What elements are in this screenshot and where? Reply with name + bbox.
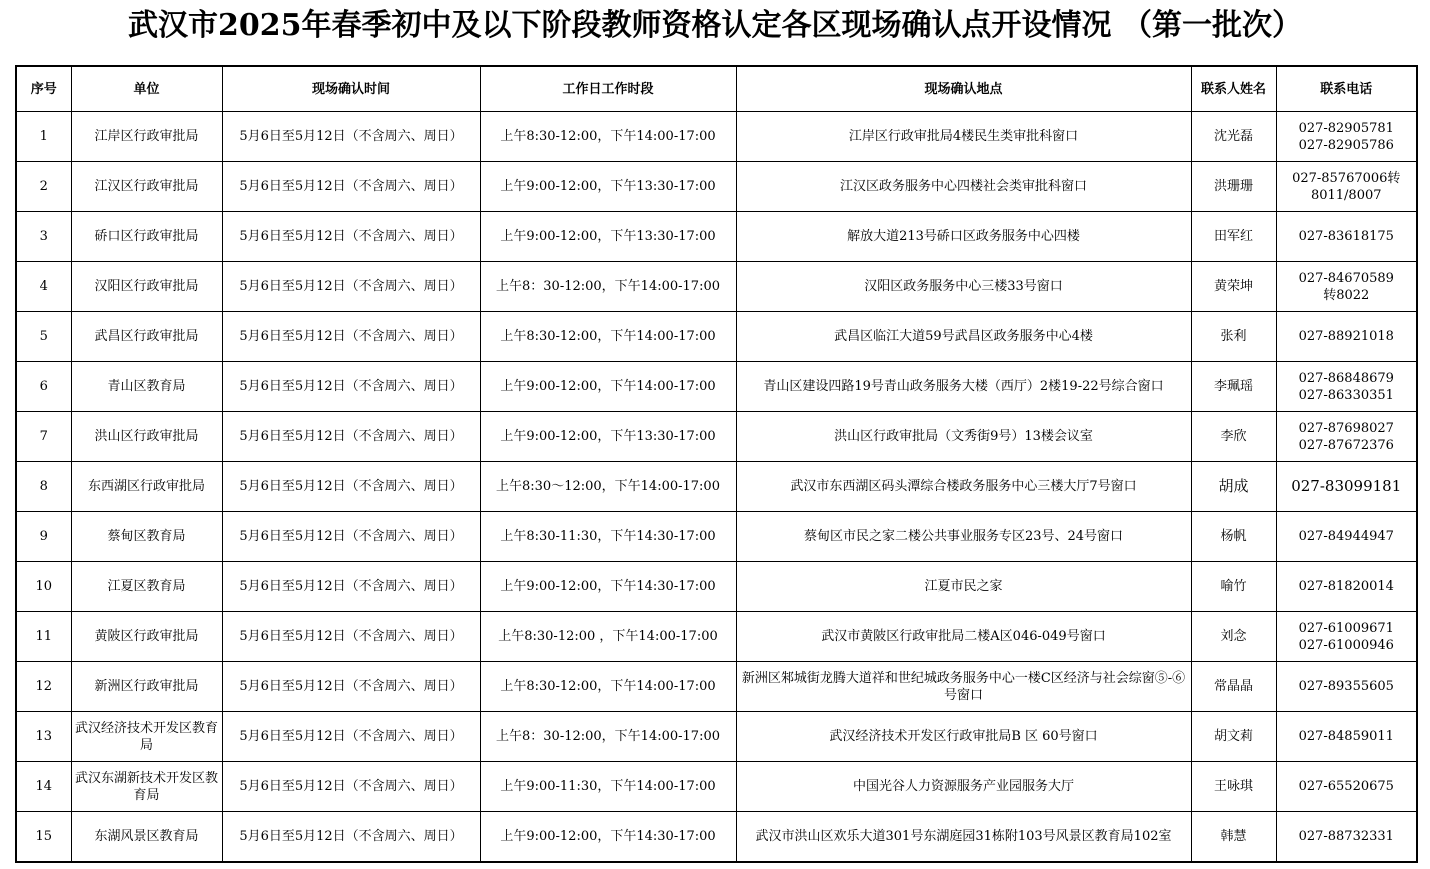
cell-unit: 东西湖区行政审批局	[71, 462, 222, 512]
cell-unit: 武汉经济技术开发区教育局	[71, 712, 222, 762]
cell-unit: 江岸区行政审批局	[71, 112, 222, 162]
cell-unit: 青山区教育局	[71, 362, 222, 412]
cell-unit: 武汉东湖新技术开发区教育局	[71, 762, 222, 812]
cell-no: 7	[16, 412, 71, 462]
cell-unit: 武昌区行政审批局	[71, 312, 222, 362]
table-row	[16, 662, 1417, 712]
table-row	[16, 262, 1417, 312]
table-row	[16, 162, 1417, 212]
cell-hours: 上午9:00-12:00，下午14:30-17:00	[480, 812, 736, 863]
cell-phone: 027-89355605	[1276, 662, 1417, 712]
cell-no: 13	[16, 712, 71, 762]
cell-hours: 上午8:30-11:30，下午14:30-17:00	[480, 512, 736, 562]
cell-phone: 027-83618175	[1276, 212, 1417, 262]
cell-place: 武汉市东西湖区码头潭综合楼政务服务中心三楼大厅7号窗口	[736, 462, 1191, 512]
cell-phone: 027-84944947	[1276, 512, 1417, 562]
cell-date: 5月6日至5月12日（不含周六、周日）	[222, 462, 480, 512]
cell-place: 武汉市洪山区欢乐大道301号东湖庭园31栋附103号风景区教育局102室	[736, 812, 1191, 863]
cell-phone: 027-88921018	[1276, 312, 1417, 362]
cell-unit: 洪山区行政审批局	[71, 412, 222, 462]
cell-place: 江岸区行政审批局4楼民生类审批科窗口	[736, 112, 1191, 162]
cell-hours: 上午8:30-12:00 ，下午14:00-17:00	[480, 612, 736, 662]
cell-date: 5月6日至5月12日（不含周六、周日）	[222, 712, 480, 762]
cell-date: 5月6日至5月12日（不含周六、周日）	[222, 562, 480, 612]
cell-date: 5月6日至5月12日（不含周六、周日）	[222, 212, 480, 262]
cell-place: 武汉市黄陂区行政审批局二楼A区046-049号窗口	[736, 612, 1191, 662]
cell-date: 5月6日至5月12日（不含周六、周日）	[222, 412, 480, 462]
cell-unit: 江汉区行政审批局	[71, 162, 222, 212]
table-header-row	[16, 66, 1417, 112]
table-row	[16, 762, 1417, 812]
cell-date: 5月6日至5月12日（不含周六、周日）	[222, 262, 480, 312]
cell-place: 汉阳区政务服务中心三楼33号窗口	[736, 262, 1191, 312]
table-row	[16, 562, 1417, 612]
cell-place: 洪山区行政审批局（文秀街9号）13楼会议室	[736, 412, 1191, 462]
cell-contact: 胡成	[1191, 462, 1276, 512]
cell-contact: 刘念	[1191, 612, 1276, 662]
cell-place: 中国光谷人力资源服务产业园服务大厅	[736, 762, 1191, 812]
cell-date: 5月6日至5月12日（不含周六、周日）	[222, 612, 480, 662]
cell-place: 新洲区邾城街龙腾大道祥和世纪城政务服务中心一楼C区经济与社会综窗⑤-⑥号窗口	[736, 662, 1191, 712]
cell-phone: 027-83099181	[1276, 462, 1417, 512]
table-row	[16, 362, 1417, 412]
cell-no: 5	[16, 312, 71, 362]
cell-phone: 027-65520675	[1276, 762, 1417, 812]
cell-no: 6	[16, 362, 71, 412]
cell-no: 15	[16, 812, 71, 863]
cell-contact: 张利	[1191, 312, 1276, 362]
cell-phone: 027-85767006转 8011/8007	[1276, 162, 1417, 212]
cell-phone: 027-84859011	[1276, 712, 1417, 762]
cell-no: 8	[16, 462, 71, 512]
header-place: 现场确认地点	[736, 66, 1191, 112]
cell-contact: 田军红	[1191, 212, 1276, 262]
cell-date: 5月6日至5月12日（不含周六、周日）	[222, 812, 480, 863]
cell-unit: 东湖风景区教育局	[71, 812, 222, 863]
cell-phone: 027-84670589 转8022	[1276, 262, 1417, 312]
cell-contact: 李欣	[1191, 412, 1276, 462]
cell-phone: 027-82905781 027-82905786	[1276, 112, 1417, 162]
cell-date: 5月6日至5月12日（不含周六、周日）	[222, 762, 480, 812]
cell-unit: 黄陂区行政审批局	[71, 612, 222, 662]
cell-phone: 027-81820014	[1276, 562, 1417, 612]
cell-phone: 027-87698027 027-87672376	[1276, 412, 1417, 462]
table-row	[16, 462, 1417, 512]
table-row	[16, 212, 1417, 262]
cell-no: 11	[16, 612, 71, 662]
cell-no: 12	[16, 662, 71, 712]
cell-date: 5月6日至5月12日（不含周六、周日）	[222, 162, 480, 212]
cell-hours: 上午9:00-12:00，下午13:30-17:00	[480, 212, 736, 262]
cell-hours: 上午8：30-12:00，下午14:00-17:00	[480, 712, 736, 762]
cell-hours: 上午8:30-12:00，下午14:00-17:00	[480, 112, 736, 162]
cell-hours: 上午9:00-12:00，下午13:30-17:00	[480, 162, 736, 212]
cell-contact: 黄荣坤	[1191, 262, 1276, 312]
cell-place: 武汉经济技术开发区行政审批局B 区 60号窗口	[736, 712, 1191, 762]
cell-date: 5月6日至5月12日（不含周六、周日）	[222, 512, 480, 562]
table-row	[16, 712, 1417, 762]
cell-hours: 上午9:00-12:00，下午14:30-17:00	[480, 562, 736, 612]
cell-no: 3	[16, 212, 71, 262]
header-contact: 联系人姓名	[1191, 66, 1276, 112]
cell-place: 青山区建设四路19号青山政务服务大楼（西厅）2楼19-22号综合窗口	[736, 362, 1191, 412]
cell-hours: 上午8:30～12:00，下午14:00-17:00	[480, 462, 736, 512]
cell-place: 武昌区临江大道59号武昌区政务服务中心4楼	[736, 312, 1191, 362]
cell-no: 1	[16, 112, 71, 162]
confirmation-sites-table	[15, 65, 1418, 863]
cell-date: 5月6日至5月12日（不含周六、周日）	[222, 312, 480, 362]
cell-phone: 027-61009671 027-61000946	[1276, 612, 1417, 662]
page-title: 武汉市2025年春季初中及以下阶段教师资格认定各区现场确认点开设情况 （第一批次）	[128, 8, 1302, 43]
cell-contact: 王咏琪	[1191, 762, 1276, 812]
cell-hours: 上午8:30-12:00，下午14:00-17:00	[480, 312, 736, 362]
cell-phone: 027-86848679 027-86330351	[1276, 362, 1417, 412]
cell-no: 9	[16, 512, 71, 562]
cell-unit: 蔡甸区教育局	[71, 512, 222, 562]
cell-hours: 上午8：30-12:00，下午14:00-17:00	[480, 262, 736, 312]
cell-contact: 韩慧	[1191, 812, 1276, 863]
cell-unit: 新洲区行政审批局	[71, 662, 222, 712]
header-unit: 单位	[71, 66, 222, 112]
table-row	[16, 812, 1417, 863]
table-row	[16, 612, 1417, 662]
cell-phone: 027-88732331	[1276, 812, 1417, 863]
header-hours: 工作日工作时段	[480, 66, 736, 112]
cell-date: 5月6日至5月12日（不含周六、周日）	[222, 362, 480, 412]
cell-date: 5月6日至5月12日（不含周六、周日）	[222, 662, 480, 712]
cell-hours: 上午9:00-12:00，下午13:30-17:00	[480, 412, 736, 462]
cell-contact: 洪珊珊	[1191, 162, 1276, 212]
cell-unit: 汉阳区行政审批局	[71, 262, 222, 312]
cell-place: 江汉区政务服务中心四楼社会类审批科窗口	[736, 162, 1191, 212]
cell-contact: 胡文莉	[1191, 712, 1276, 762]
table-row	[16, 512, 1417, 562]
cell-no: 14	[16, 762, 71, 812]
table-row	[16, 112, 1417, 162]
cell-place: 解放大道213号硚口区政务服务中心四楼	[736, 212, 1191, 262]
cell-no: 4	[16, 262, 71, 312]
cell-hours: 上午9:00-12:00，下午14:00-17:00	[480, 362, 736, 412]
cell-hours: 上午9:00-11:30，下午14:00-17:00	[480, 762, 736, 812]
table-row	[16, 312, 1417, 362]
header-phone: 联系电话	[1276, 66, 1417, 112]
cell-place: 江夏市民之家	[736, 562, 1191, 612]
cell-contact: 沈光磊	[1191, 112, 1276, 162]
cell-no: 2	[16, 162, 71, 212]
header-date: 现场确认时间	[222, 66, 480, 112]
cell-contact: 喻竹	[1191, 562, 1276, 612]
header-no: 序号	[16, 66, 71, 112]
cell-contact: 李珮瑶	[1191, 362, 1276, 412]
cell-hours: 上午8:30-12:00，下午14:00-17:00	[480, 662, 736, 712]
cell-place: 蔡甸区市民之家二楼公共事业服务专区23号、24号窗口	[736, 512, 1191, 562]
cell-unit: 硚口区行政审批局	[71, 212, 222, 262]
cell-contact: 杨帆	[1191, 512, 1276, 562]
cell-no: 10	[16, 562, 71, 612]
cell-unit: 江夏区教育局	[71, 562, 222, 612]
cell-contact: 常晶晶	[1191, 662, 1276, 712]
cell-date: 5月6日至5月12日（不含周六、周日）	[222, 112, 480, 162]
table-row	[16, 412, 1417, 462]
